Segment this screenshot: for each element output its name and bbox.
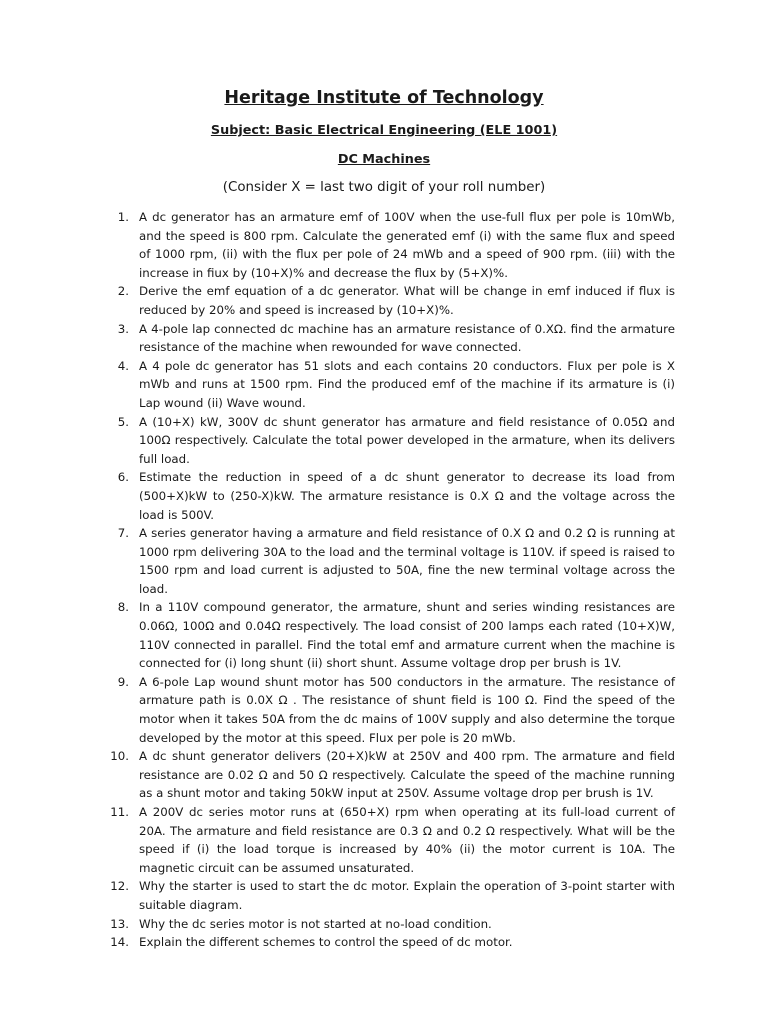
question-number: 12. <box>110 879 129 894</box>
question-item <box>112 524 675 598</box>
question-item <box>112 468 675 524</box>
institute-title: Heritage Institute of Technology <box>224 88 544 108</box>
roll-number-note: (Consider X = last two digit of your roll number) <box>222 180 546 195</box>
question-text: A 200V dc series motor runs at (650+X) rpm when operating at its full-load current of 20A. The armature and field resistance are 0.3 Ω and 0.2 Ω respectively. What will be the speed if (i) the load torque is increased by 40% (ii) the motor current is 10A. The magnetic circuit can be assumed unsaturated. <box>139 805 675 875</box>
question-number: 5. <box>117 414 129 429</box>
question-text: In a 110V compound generator, the armature, shunt and series winding resistances are 0.06Ω, 100Ω and 0.04Ω respectively. The load consist of 200 lamps each rated (10+X)W, 110V connected in parallel. Find the total emf and armature current when the machine is connected for (i) long shunt (ii) short shunt. Assume voltage drop per brush is 1V. <box>139 600 675 671</box>
question-text: A dc shunt generator delivers (20+X)kW at 250V and 400 rpm. The armature and field resistance are 0.02 Ω and 50 Ω respectively. Calculate the speed of the machine running as a shunt motor and taking 50kW input at 250V. Assume voltage drop per brush is 1V. <box>139 749 675 801</box>
question-number: 13. <box>110 916 129 931</box>
question-item <box>112 282 675 319</box>
question-item <box>112 208 675 282</box>
question-number: 9. <box>117 674 129 689</box>
question-number: 11. <box>110 805 129 819</box>
topic-heading: DC Machines <box>337 152 431 167</box>
question-item <box>112 413 675 469</box>
question-number: 14. <box>110 935 129 950</box>
question-list <box>112 208 675 952</box>
question-item <box>112 915 675 934</box>
question-number: 7. <box>117 526 129 541</box>
question-number: 10. <box>110 749 129 764</box>
question-text: A 6-pole Lap wound shunt motor has 500 conductors in the armature. The resistance of armature path is 0.0X Ω . The resistance of shunt field is 100 Ω. Find the speed of the motor when it takes 50A from the dc mains of 100V supply and also determine the torque developed by the motor at this speed. Flux per pole is 20 mWb. <box>139 674 675 745</box>
question-text: Why the starter is used to start the dc motor. Explain the operation of 3-point starter with suitable diagram. <box>139 879 675 912</box>
question-item <box>112 933 675 952</box>
question-item <box>112 877 675 914</box>
question-text: Why the dc series motor is not started at no-load condition. <box>139 916 492 931</box>
question-text: A dc generator has an armature emf of 100V when the use-full flux per pole is 10mWb, and the speed is 800 rpm. Calculate the generated emf (i) with the same flux and speed of 1000 rpm, (ii) with the flux per pole of 24 mWb and a speed of 900 rpm. (iii) with the increase in fiux by (10+X)% and decrease the flux by (5+X)%. <box>139 210 675 280</box>
question-text: Derive the emf equation of a dc generator. What will be change in emf induced if flux is reduced by 20% and speed is increased by (10+X)%. <box>139 284 675 317</box>
question-text: A 4 pole dc generator has 51 slots and each contains 20 conductors. Flux per pole is X mWb and runs at 1500 rpm. Find the produced emf of the machine if its armature is (i) Lap wound (ii) Wave wound. <box>139 358 675 410</box>
question-number: 6. <box>117 470 129 485</box>
question-item <box>112 747 675 803</box>
question-number: 4. <box>117 358 129 373</box>
question-text: A series generator having a armature and field resistance of 0.X Ω and 0.2 Ω is running at 1000 rpm delivering 30A to the load and the terminal voltage is 110V. if speed is raised to 1500 rpm and load current is adjusted to 50A, fine the new terminal voltage across the load. <box>139 526 675 596</box>
question-number: 3. <box>117 321 129 336</box>
question-item <box>112 357 675 413</box>
question-number: 8. <box>117 600 129 615</box>
question-item <box>112 320 675 357</box>
question-text: A (10+X) kW, 300V dc shunt generator has armature and field resistance of 0.05Ω and 100Ω respectively. Calculate the total power developed in the armature, when its delivers full load. <box>139 414 675 466</box>
subject-heading: Subject: Basic Electrical Engineering (ELE 1001) <box>210 123 558 138</box>
question-text: A 4-pole lap connected dc machine has an armature resistance of 0.XΩ. find the armature resistance of the machine when rewounded for wave connected. <box>139 321 675 355</box>
question-item <box>112 598 675 672</box>
question-text: Explain the different schemes to control the speed of dc motor. <box>139 935 513 950</box>
question-item <box>112 803 675 877</box>
question-number: 2. <box>117 284 129 299</box>
question-text: Estimate the reduction in speed of a dc shunt generator to decrease its load from (500+X)kW to (250-X)kW. The armature resistance is 0.X Ω and the voltage across the load is 500V. <box>139 470 675 522</box>
question-number: 1. <box>117 210 129 224</box>
question-item <box>112 673 675 747</box>
